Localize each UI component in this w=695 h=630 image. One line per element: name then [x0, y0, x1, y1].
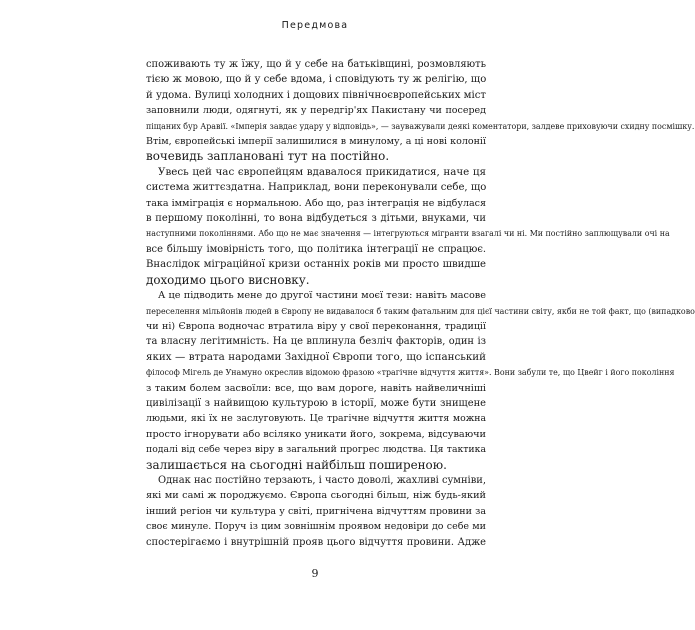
text-line: заповнили люди, одягнуті, як у передгір'ях Пакистану чи посеред	[146, 105, 486, 117]
body-text	[146, 57, 695, 550]
text-line: споживають ту ж їжу, що й у себе на батьківщині, розмовляють	[146, 59, 486, 70]
text-line: інший регіон чи культура у світі, пригнічена відчуттям провини за	[146, 505, 486, 517]
text-line: філософ Мігель де Унамуно окреслив відомою фразою «трагічне відчуття життя». Вони забули те, що Цвейг і його покоління	[146, 368, 675, 378]
text-line: вочевидь заплановані тут на постійно.	[146, 149, 390, 164]
text-line: з таким болем засвоїли: все, що вам дороге, навіть найвеличніші	[146, 382, 486, 394]
paragraph	[146, 288, 695, 473]
text-line: Увесь цей час європейцям вдавалося прикидатися, наче ця	[158, 165, 486, 178]
text-line: тією ж мовою, що й у себе вдома, і сповідують ту ж релігію, що	[146, 74, 487, 86]
text-line: доходимо цього висновку.	[146, 272, 310, 287]
text-line: Однак нас постійно терзають, і часто доволі, жахливі сумніви,	[158, 474, 486, 486]
text-line: цивілізації з найвищою культурою в історії, може бути знищене	[146, 397, 486, 409]
text-line: в першому поколінні, то вона відбудеться з дітьми, внуками, чи	[146, 213, 486, 225]
text-line: чи ні) Європа водночас втратила віру у свої переконання, традиції	[146, 320, 486, 332]
page-number: 9	[311, 567, 319, 580]
text-line: все більшу імовірність того, що політика інтеграції не спрацює.	[146, 243, 486, 255]
text-line: своє минуле. Поруч із цим зовнішнім проявом недовіри до себе ми	[146, 521, 486, 533]
text-line: така імміграція є нормальною. Або що, раз інтеграція не відбулася	[146, 197, 486, 209]
paragraph	[146, 165, 670, 288]
text-line: спостерігаємо і внутрішній прояв цього відчуття провини. Адже	[146, 536, 486, 548]
text-line: людьми, які їх не заслуговують. Це трагічне відчуття життя можна	[146, 413, 486, 425]
text-line: й удома. Вулиці холодних і дощових північноєвропейських міст	[146, 89, 486, 101]
text-line: піщаних бур Аравії. «Імперія завдає удару у відповідь», — зауважували деякі коментатори, залдеве приховуючи схидну посмішку.	[146, 121, 695, 131]
text-line: наступними поколіннями. Або що не має значення — інтегруються мігранти взагалі чи ні. Ми постійно заплющували очі на	[146, 229, 670, 239]
text-line: яких — втрата народами Західної Європи того, що іспанський	[146, 350, 486, 363]
text-line: та власну легітимність. На це вплинула безліч факторів, один із	[146, 336, 486, 348]
text-line: Внаслідок міграційної кризи останніх років ми просто швидше	[146, 259, 486, 271]
text-line: А це підводить мене до другої частини моєї тези: навіть масове	[158, 290, 486, 302]
text-line: Втім, європейські імперії залишилися в минулому, а ці нові колонії	[146, 136, 486, 148]
paragraph	[146, 57, 695, 165]
text-line: залишається на сьогодні найбільш поширеною.	[146, 457, 447, 472]
running-head: Передмова	[281, 20, 349, 31]
paragraph	[146, 473, 486, 550]
text-line: система життєздатна. Наприклад, вони переконували себе, що	[146, 182, 487, 194]
text-line: просто ігнорувати або всіляко уникати його, зокрема, відсуваючи	[146, 428, 486, 440]
text-line: подалі від себе через віру в загальний прогрес людства. Ця тактика	[146, 444, 486, 456]
text-line: які ми самі ж породжуємо. Європа сьогодні більш, ніж будь-який	[146, 490, 486, 502]
text-line: переселення мільйонів людей в Європу не видавалося б таким фатальним для цієї частини світу, якби не той факт, що (випадково	[146, 306, 695, 316]
